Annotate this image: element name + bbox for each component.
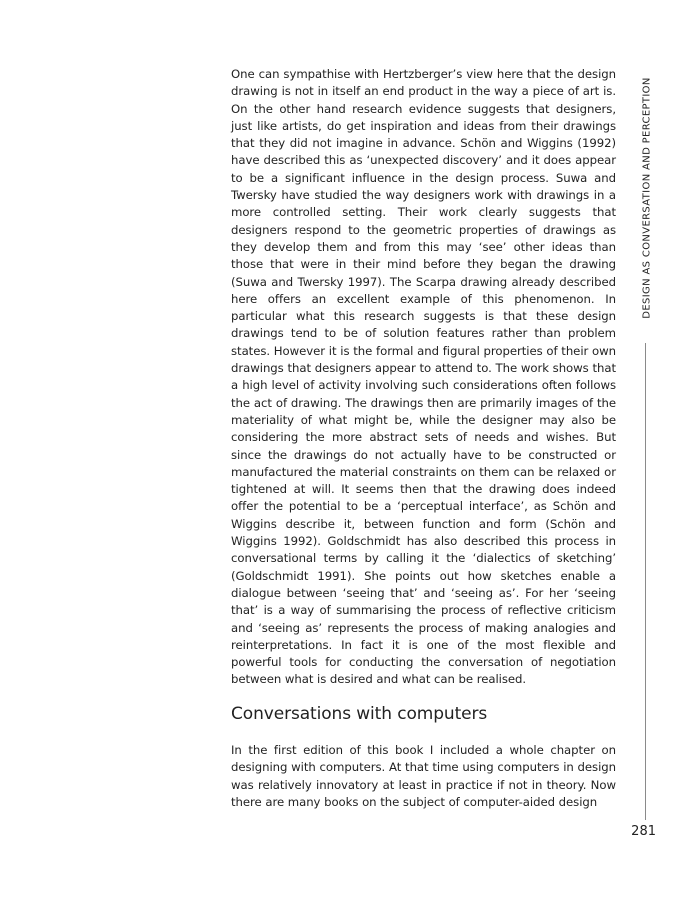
- section-heading-block: [231, 703, 616, 725]
- running-head: [637, 66, 657, 331]
- section-heading: Conversations with computers: [231, 704, 488, 724]
- page-number: 281: [631, 824, 656, 839]
- margin-rule: [645, 343, 646, 820]
- body-paragraph-1: One can sympathise with Hertzberger’s view here that the design drawing is not in itself an end product in the way a piece of art is. On the other hand research evidence suggests that designers, just like artists, do get inspiration and ideas from their drawings that they did not imagine in advance. Schön and Wiggins (1992) have described this as ‘unexpected discovery’ and it does appear to be a significant influence in the design process. Suwa and Twersky have studied the way designers work with drawings in a more controlled setting. Their work clearly suggests that designers respond to the geometric properties of drawings as they develop them and from this may ‘see’ other ideas than those that were in their mind before they began the drawing (Suwa and Twersky 1997). The Scarpa drawing already described here offers an excellent example of this phenomenon. In particular what this research suggests is that these design drawings tend to be of solution features rather than problem states. However it is the formal and figural properties of their own drawings that designers appear to attend to. The work shows that a high level of activity involving such considerations often follows the act of drawing. The drawings then are primarily images of the materiality of what might be, while the designer may also be considering the more abstract sets of needs and wishes. But since the drawings do not actually have to be constructed or manufactured the material constraints on them can be relaxed or tightened at will. It seems then that the drawing does indeed offer the potential to be a ‘perceptual interface’, as Schön and Wiggins describe it, between function and form (Schön and Wiggins 1992). Goldschmidt has also described this process in conversational terms by calling it the ‘dialectics of sketching’ (Goldschmidt 1991). She points out how sketches enable a dialogue between ‘seeing that’ and ‘seeing as’. For her ‘seeing that’ is a way of summarising the process of reflective criticism and ‘seeing as’ represents the process of making analogies and reinterpretations. In fact it is one of the most flexible and powerful tools for conducting the conversation of negotiation between what is desired and what can be realised.: [231, 67, 616, 687]
- running-head-text: DESIGN AS CONVERSATION AND PERCEPTION: [641, 77, 653, 319]
- second-text-column: [231, 742, 616, 811]
- body-paragraph-2: In the first edition of this book I included a whole chapter on designing with computers. At that time using computers in design was relatively innovatory at least in practice if not in theory. Now there are many books on the subject of computer-aided design: [231, 743, 616, 809]
- main-text-column: [231, 66, 616, 689]
